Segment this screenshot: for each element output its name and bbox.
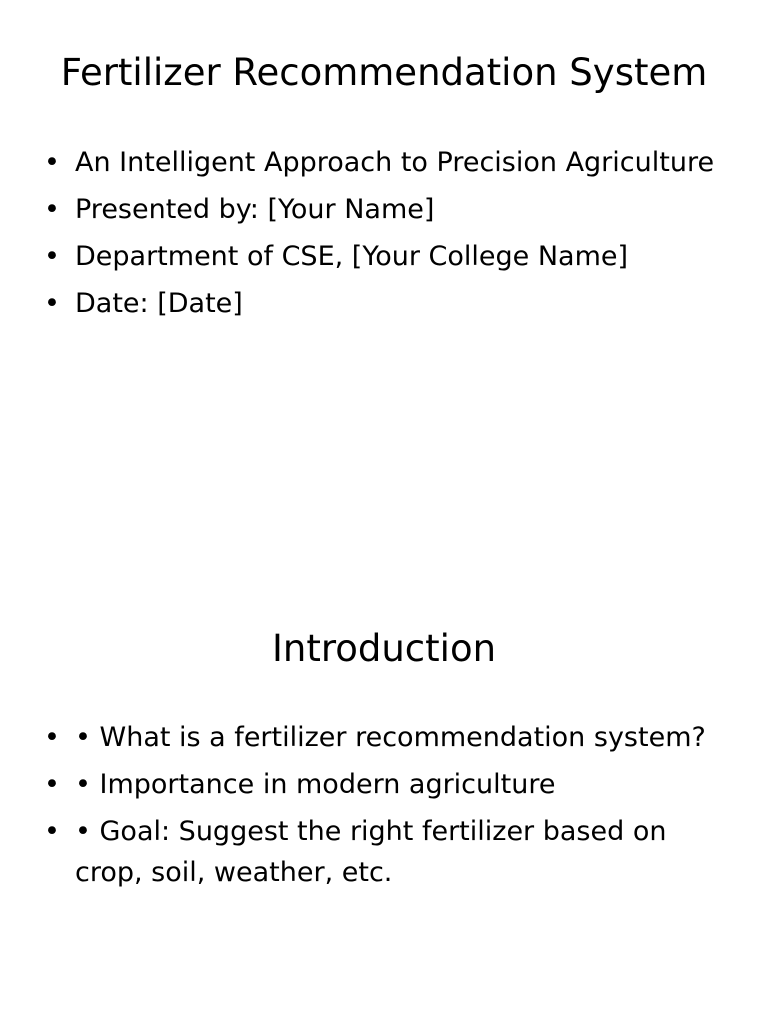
bullet-text: Department of CSE, [Your College Name] (75, 241, 629, 272)
bullet-item (44, 717, 734, 758)
bullet-icon: • (44, 816, 60, 847)
bullet-text: An Intelligent Approach to Precision Agriculture (75, 147, 715, 178)
bullet-icon: • (44, 241, 60, 272)
bullet-text: Presented by: [Your Name] (75, 194, 435, 225)
bullet-item (44, 236, 734, 277)
bullet-item (44, 189, 734, 230)
bullet-text: • Importance in modern agriculture (75, 769, 556, 800)
bullet-text: • Goal: Suggest the right fertilizer based on crop, soil, weather, etc. (75, 816, 667, 888)
bullet-text: Date: [Date] (75, 288, 243, 319)
bullet-list (44, 717, 734, 899)
slide-title: Introduction (271, 627, 497, 670)
bullet-icon: • (44, 194, 60, 225)
bullet-text: • What is a fertilizer recommendation system? (75, 722, 706, 753)
bullet-item (44, 764, 734, 805)
bullet-icon: • (44, 769, 60, 800)
bullet-icon: • (44, 288, 60, 319)
bullet-icon: • (44, 722, 60, 753)
bullet-item (44, 283, 734, 324)
bullet-item (44, 811, 734, 893)
bullet-list (44, 142, 734, 330)
slide-title: Fertilizer Recommendation System (60, 51, 708, 94)
bullet-icon: • (44, 147, 60, 178)
bullet-item (44, 142, 734, 183)
slide-introduction (0, 576, 768, 1024)
